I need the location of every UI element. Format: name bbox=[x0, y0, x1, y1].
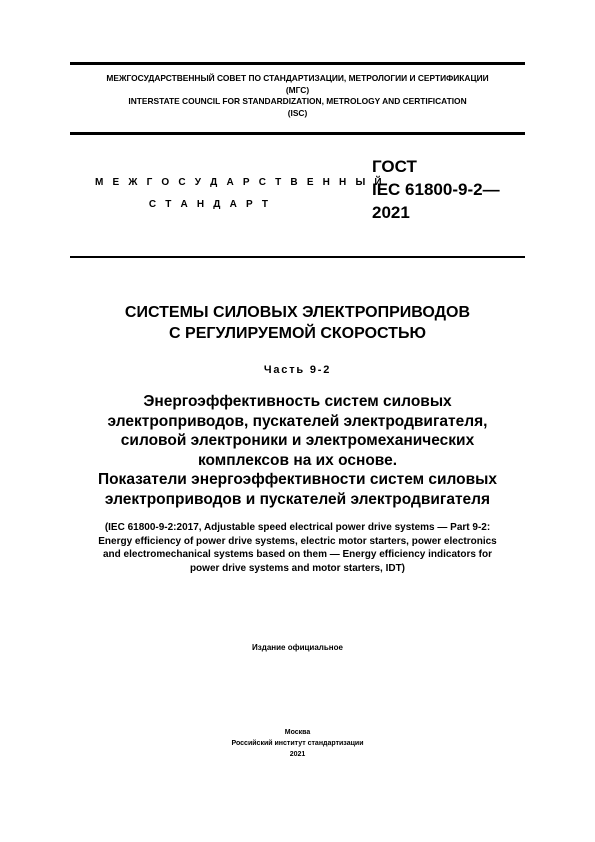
designation-gost: ГОСТ bbox=[372, 157, 417, 176]
council-abbr-en: (ISC) bbox=[287, 107, 308, 118]
subtitle-line-1: Энергоэффективность систем силовых bbox=[143, 393, 452, 410]
council-line-ru: МЕЖГОСУДАРСТВЕННЫЙ СОВЕТ ПО СТАНДАРТИЗАЦИИ, МЕТРОЛОГИИ И СЕРТИФИКАЦИИ bbox=[106, 73, 489, 83]
subtitle-line-4: комплексов на их основе. bbox=[197, 451, 398, 469]
standard-type-label bbox=[95, 172, 385, 216]
subtitle-line-2: электроприводов, пускателей электродвигателя, bbox=[107, 412, 488, 430]
subtitle-line-3: силовой электроники и электромеханических bbox=[120, 432, 475, 449]
designation-number: IEC 61800-9-2— bbox=[372, 180, 500, 199]
publisher-city: Москва bbox=[284, 729, 311, 736]
top-rule bbox=[70, 62, 525, 65]
designation-rule bbox=[70, 256, 525, 258]
publisher-name: Российский институт стандартизации bbox=[231, 740, 364, 747]
edition-label: Издание официальное bbox=[252, 643, 343, 652]
subtitle-line-5: Показатели энергоэффективности систем силовых bbox=[97, 471, 498, 488]
document-subtitle bbox=[0, 392, 595, 509]
standard-type-line-2: С Т А Н Д А Р Т bbox=[148, 199, 272, 210]
iec-reference bbox=[0, 521, 595, 575]
iec-line-1: (IEC 61800-9-2:2017, Adjustable speed electrical power drive systems — Part 9-2: bbox=[104, 522, 491, 533]
council-line-en: INTERSTATE COUNCIL FOR STANDARDIZATION, METROLOGY AND CERTIFICATION bbox=[128, 96, 467, 107]
designation-year: 2021 bbox=[372, 203, 410, 222]
council-abbr-ru: (МГС) bbox=[285, 84, 310, 95]
title-line-1: СИСТЕМЫ СИЛОВЫХ ЭЛЕКТРОПРИВОДОВ bbox=[124, 304, 471, 321]
document-title bbox=[0, 302, 595, 344]
publisher-block bbox=[0, 727, 595, 760]
iec-line-3: and electromechanical systems based on them — Energy efficiency indicators for bbox=[102, 549, 493, 561]
subtitle-line-6: электроприводов и пускателей электродвигателя bbox=[104, 490, 491, 508]
iec-line-4: power drive systems and motor starters, IDT) bbox=[189, 562, 406, 574]
publisher-year: 2021 bbox=[289, 751, 306, 758]
council-header bbox=[0, 73, 595, 119]
header-rule bbox=[70, 132, 525, 135]
standard-type-line-1: М Е Ж Г О С У Д А Р С Т В Е Н Н Ы Й bbox=[95, 177, 385, 188]
part-number: Часть 9-2 bbox=[263, 364, 332, 376]
standard-designation bbox=[372, 155, 500, 224]
iec-line-2: Energy efficiency of power drive systems, electric motor starters, power electronics bbox=[98, 535, 497, 547]
title-line-2: С РЕГУЛИРУЕМОЙ СКОРОСТЬЮ bbox=[169, 325, 426, 342]
